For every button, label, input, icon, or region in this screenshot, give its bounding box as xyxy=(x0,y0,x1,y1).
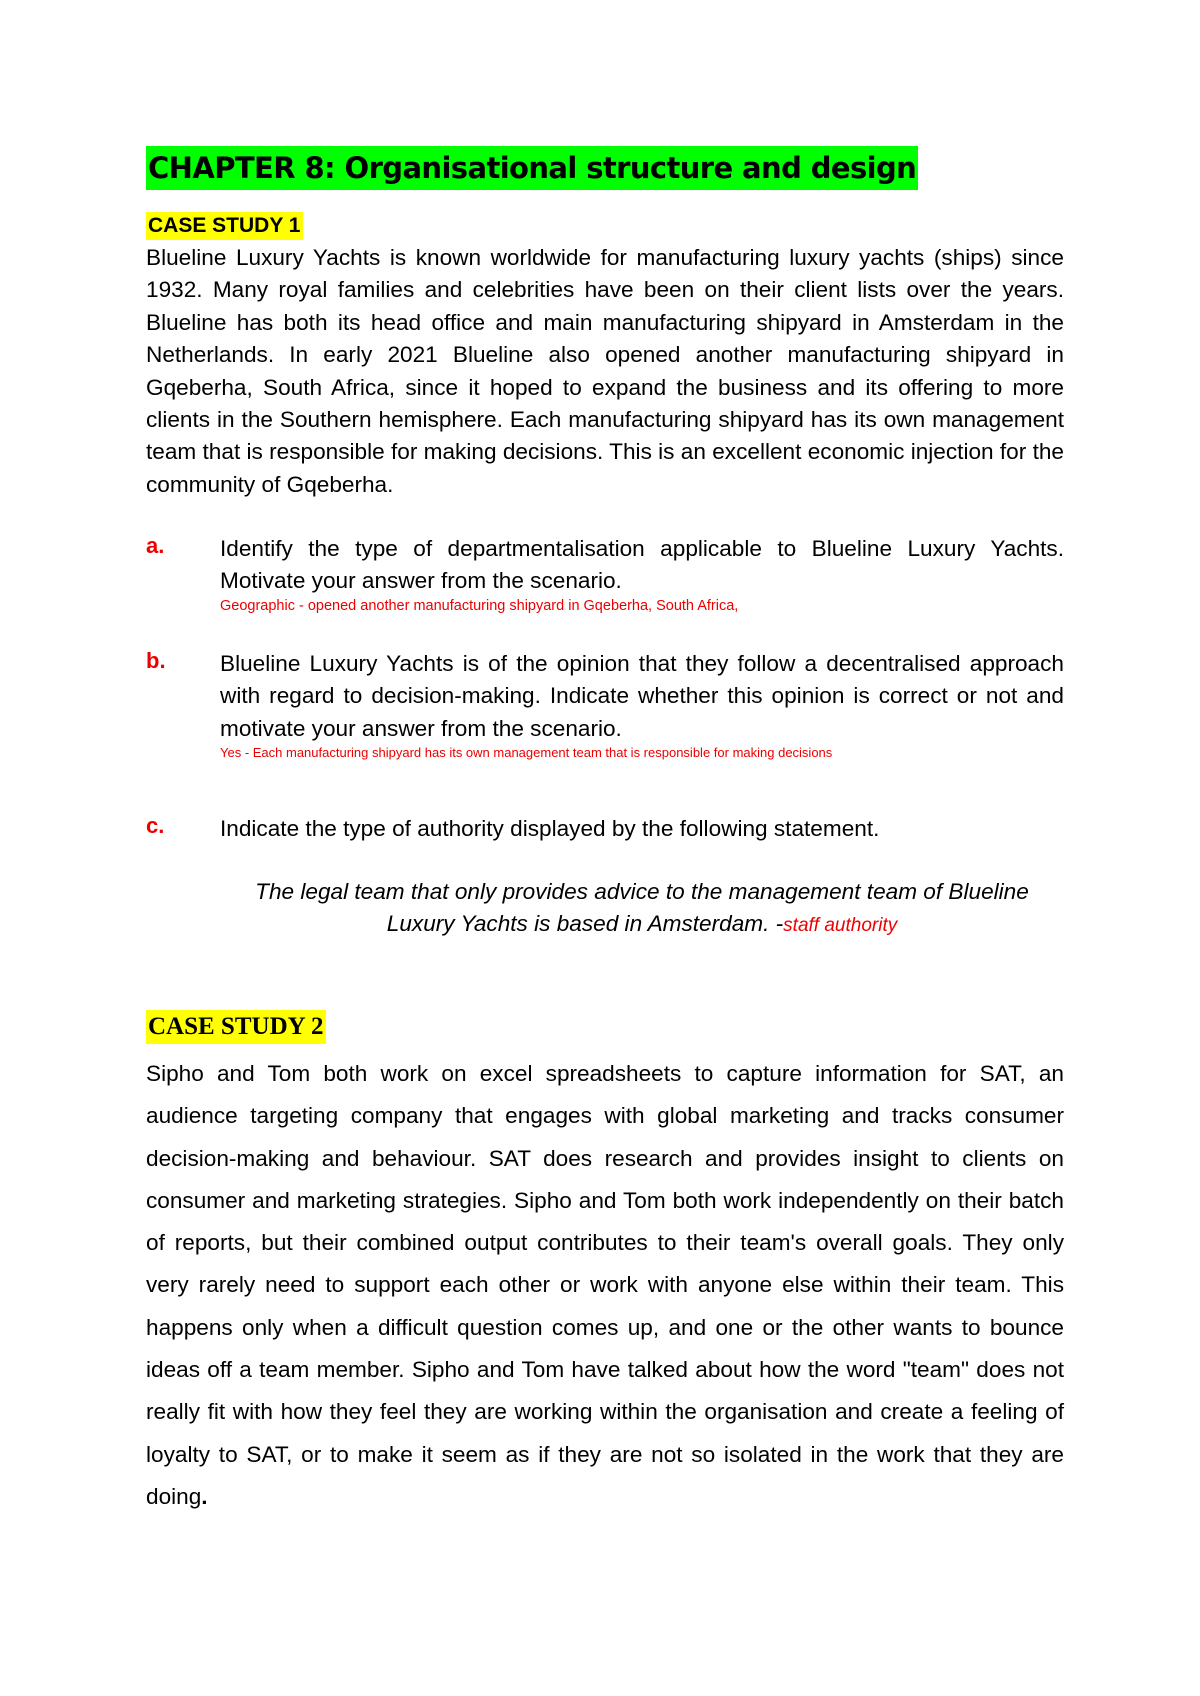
case-study-1-body: Blueline Luxury Yachts is known worldwide for manufacturing luxury yachts (ships) since 1932. Many royal families and celebrities have been on their client lists over the years. Blueline has both its head office and main manufacturing shipyard in Amsterdam in the Netherlands. In early 2021 Blueline also opened another manufacturing shipyard in Gqeberha, South Africa, since it hoped to expand the business and its offering to more clients in the Southern hemisphere. Each manufacturing shipyard has its own management team that is responsible for making decisions. This is an excellent economic injection for the community of Gqeberha. xyxy=(146,245,1064,497)
question-a-text: Identify the type of departmentalisation applicable to Blueline Luxury Yachts. Motivate your answer from the scenario. xyxy=(220,536,1064,594)
question-c-answer: staff authority xyxy=(783,915,898,937)
question-b-answer: Yes - Each manufacturing shipyard has its own management team that is responsible for making decisions xyxy=(220,745,833,760)
authority-statement xyxy=(220,876,1064,943)
question-c-letter: c. xyxy=(146,813,165,838)
authority-statement-text: The legal team that only provides advice to the management team of Blueline Luxury Yachts is based in Amsterdam. - xyxy=(255,879,1029,937)
question-b-text: Blueline Luxury Yachts is of the opinion that they follow a decentralised approach with regard to decision-making. Indicate whether this opinion is correct or not and motivate your answer from the scenario. xyxy=(220,651,1064,741)
question-b-letter: b. xyxy=(146,648,166,673)
question-a-answer: Geographic - opened another manufacturing shipyard in Gqeberha, South Africa, xyxy=(220,598,739,614)
case-study-2-body-end: . xyxy=(201,1483,208,1509)
case-study-2-body xyxy=(146,1053,1064,1518)
question-c-text: Indicate the type of authority displayed by the following statement. xyxy=(220,816,880,841)
case-study-2-body-text: Sipho and Tom both work on excel spreadsheets to capture information for SAT, an audience targeting company that engages with global marketing and tracks consumer decision-making and behaviour. SAT does research and provides insight to clients on consumer and marketing strategies. Sipho and Tom both work independently on their batch of reports, but their combined output contributes to their team's overall goals. They only very rarely need to support each other or work with anyone else within their team. This happens only when a difficult question comes up, and one or the other wants to bounce ideas off a team member. Sipho and Tom have talked about how the word "team" does not really fit with how they feel they are working within the organisation and create a feeling of loyalty to SAT, or to make it seem as if they are not so isolated in the work that they are doing xyxy=(146,1061,1064,1509)
case-study-1-heading: CASE STUDY 1 xyxy=(146,212,303,240)
case-study-2-heading: CASE STUDY 2 xyxy=(146,1010,326,1044)
chapter-title: CHAPTER 8: Organisational structure and design xyxy=(146,146,918,190)
question-a-letter: a. xyxy=(146,533,165,558)
